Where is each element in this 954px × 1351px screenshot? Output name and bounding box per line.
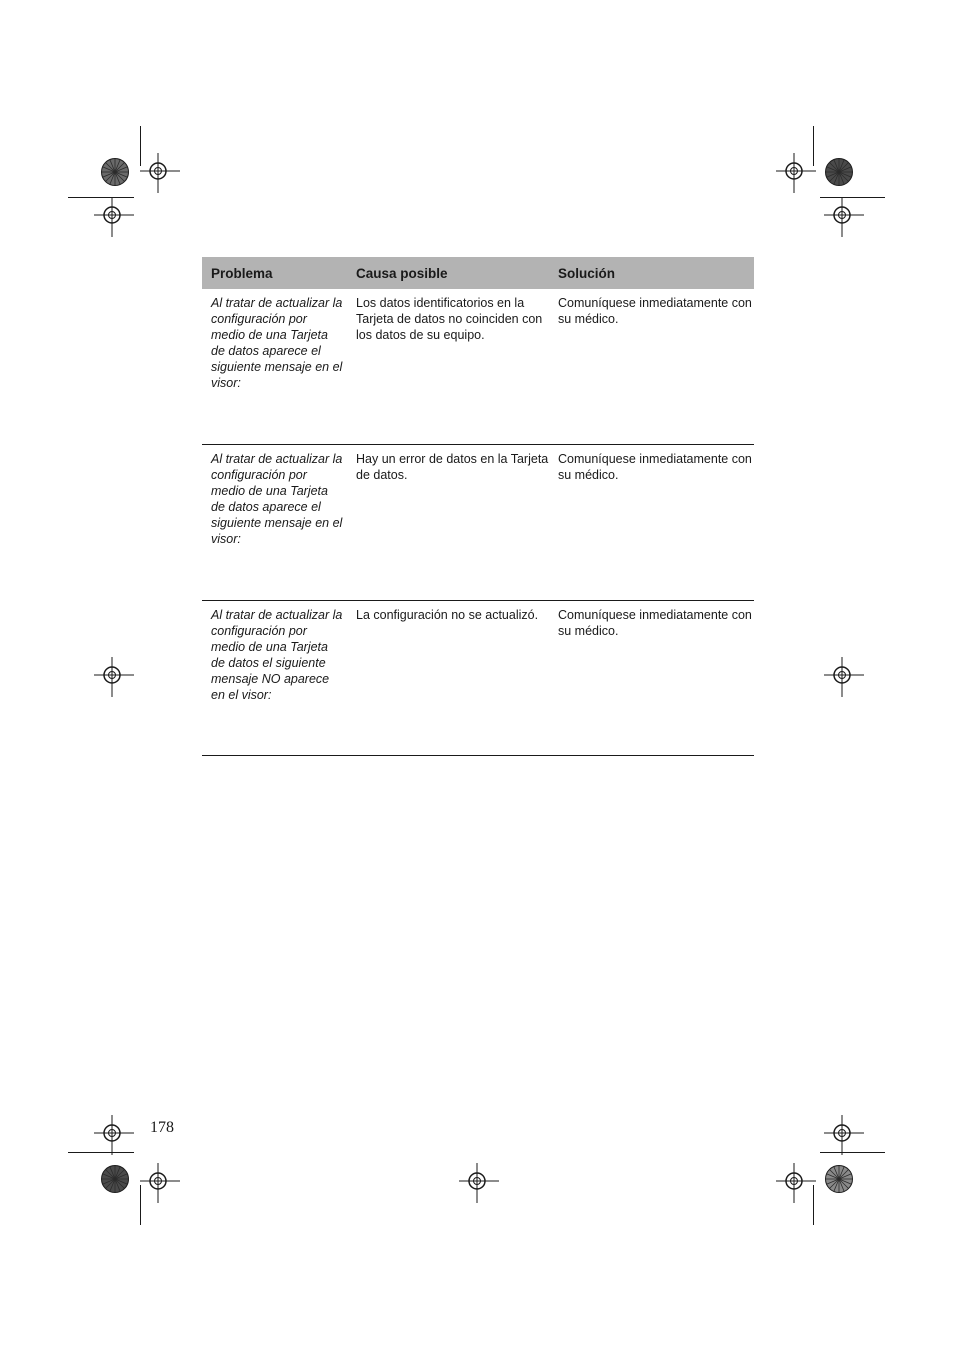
crop-mark-bottom-left-vertical	[140, 1185, 141, 1225]
solution-cell: Comuníquese inmediatamente con su médico.	[558, 608, 752, 638]
problem-cell: Al tratar de actualizar la configuración por medio de una Tarjeta de datos aparece el siguiente mensaje en el visor:	[211, 452, 343, 546]
registration-mark-left-lower	[94, 1115, 134, 1155]
crop-mark-top-left-horizontal	[68, 197, 134, 198]
cause-cell: Hay un error de datos en la Tarjeta de datos.	[356, 452, 549, 482]
star-dial-bottom-left	[101, 1165, 129, 1193]
crop-mark-bottom-left-horizontal	[68, 1152, 134, 1153]
page-number: 178	[150, 1119, 174, 1136]
table-header-row	[202, 257, 754, 289]
registration-mark-right-middle	[824, 657, 864, 697]
solution-cell: Comuníquese inmediatamente con su médico.	[558, 452, 752, 482]
registration-mark-right-lower	[824, 1115, 864, 1155]
crop-mark-bottom-right-horizontal	[820, 1152, 885, 1153]
star-dial-bottom-right	[825, 1165, 853, 1193]
crop-mark-top-left-vertical	[140, 126, 141, 166]
registration-mark-top-left	[140, 153, 180, 193]
crop-mark-top-right-horizontal	[820, 197, 885, 198]
cause-cell: Los datos identificatorios en la Tarjeta de datos no coinciden con los datos de su equipo.	[356, 296, 543, 342]
registration-mark-top-right	[776, 153, 816, 193]
solution-cell: Comuníquese inmediatamente con su médico.	[558, 296, 752, 326]
table-row	[202, 601, 754, 756]
header-problem: Problema	[211, 265, 273, 281]
cause-cell: La configuración no se actualizó.	[356, 608, 539, 622]
registration-mark-right-upper	[824, 197, 864, 237]
problem-cell: Al tratar de actualizar la configuración por medio de una Tarjeta de datos aparece el siguiente mensaje en el visor:	[211, 296, 343, 390]
problem-cell: Al tratar de actualizar la configuración por medio de una Tarjeta de datos el siguiente mensaje NO aparece en el visor:	[211, 608, 343, 702]
header-cause: Causa posible	[356, 265, 448, 281]
table-row	[202, 445, 754, 601]
registration-mark-bottom-center	[459, 1163, 499, 1203]
table-row	[202, 289, 754, 445]
crop-mark-bottom-right-vertical	[813, 1185, 814, 1225]
registration-mark-bottom-right	[776, 1163, 816, 1203]
header-solution: Solución	[558, 265, 615, 281]
registration-mark-bottom-left	[140, 1163, 180, 1203]
registration-mark-left-upper	[94, 197, 134, 237]
crop-mark-top-right-vertical	[813, 126, 814, 166]
troubleshooting-table	[202, 257, 754, 756]
registration-mark-left-middle	[94, 657, 134, 697]
star-dial-top-left	[101, 158, 129, 186]
star-dial-top-right	[825, 158, 853, 186]
